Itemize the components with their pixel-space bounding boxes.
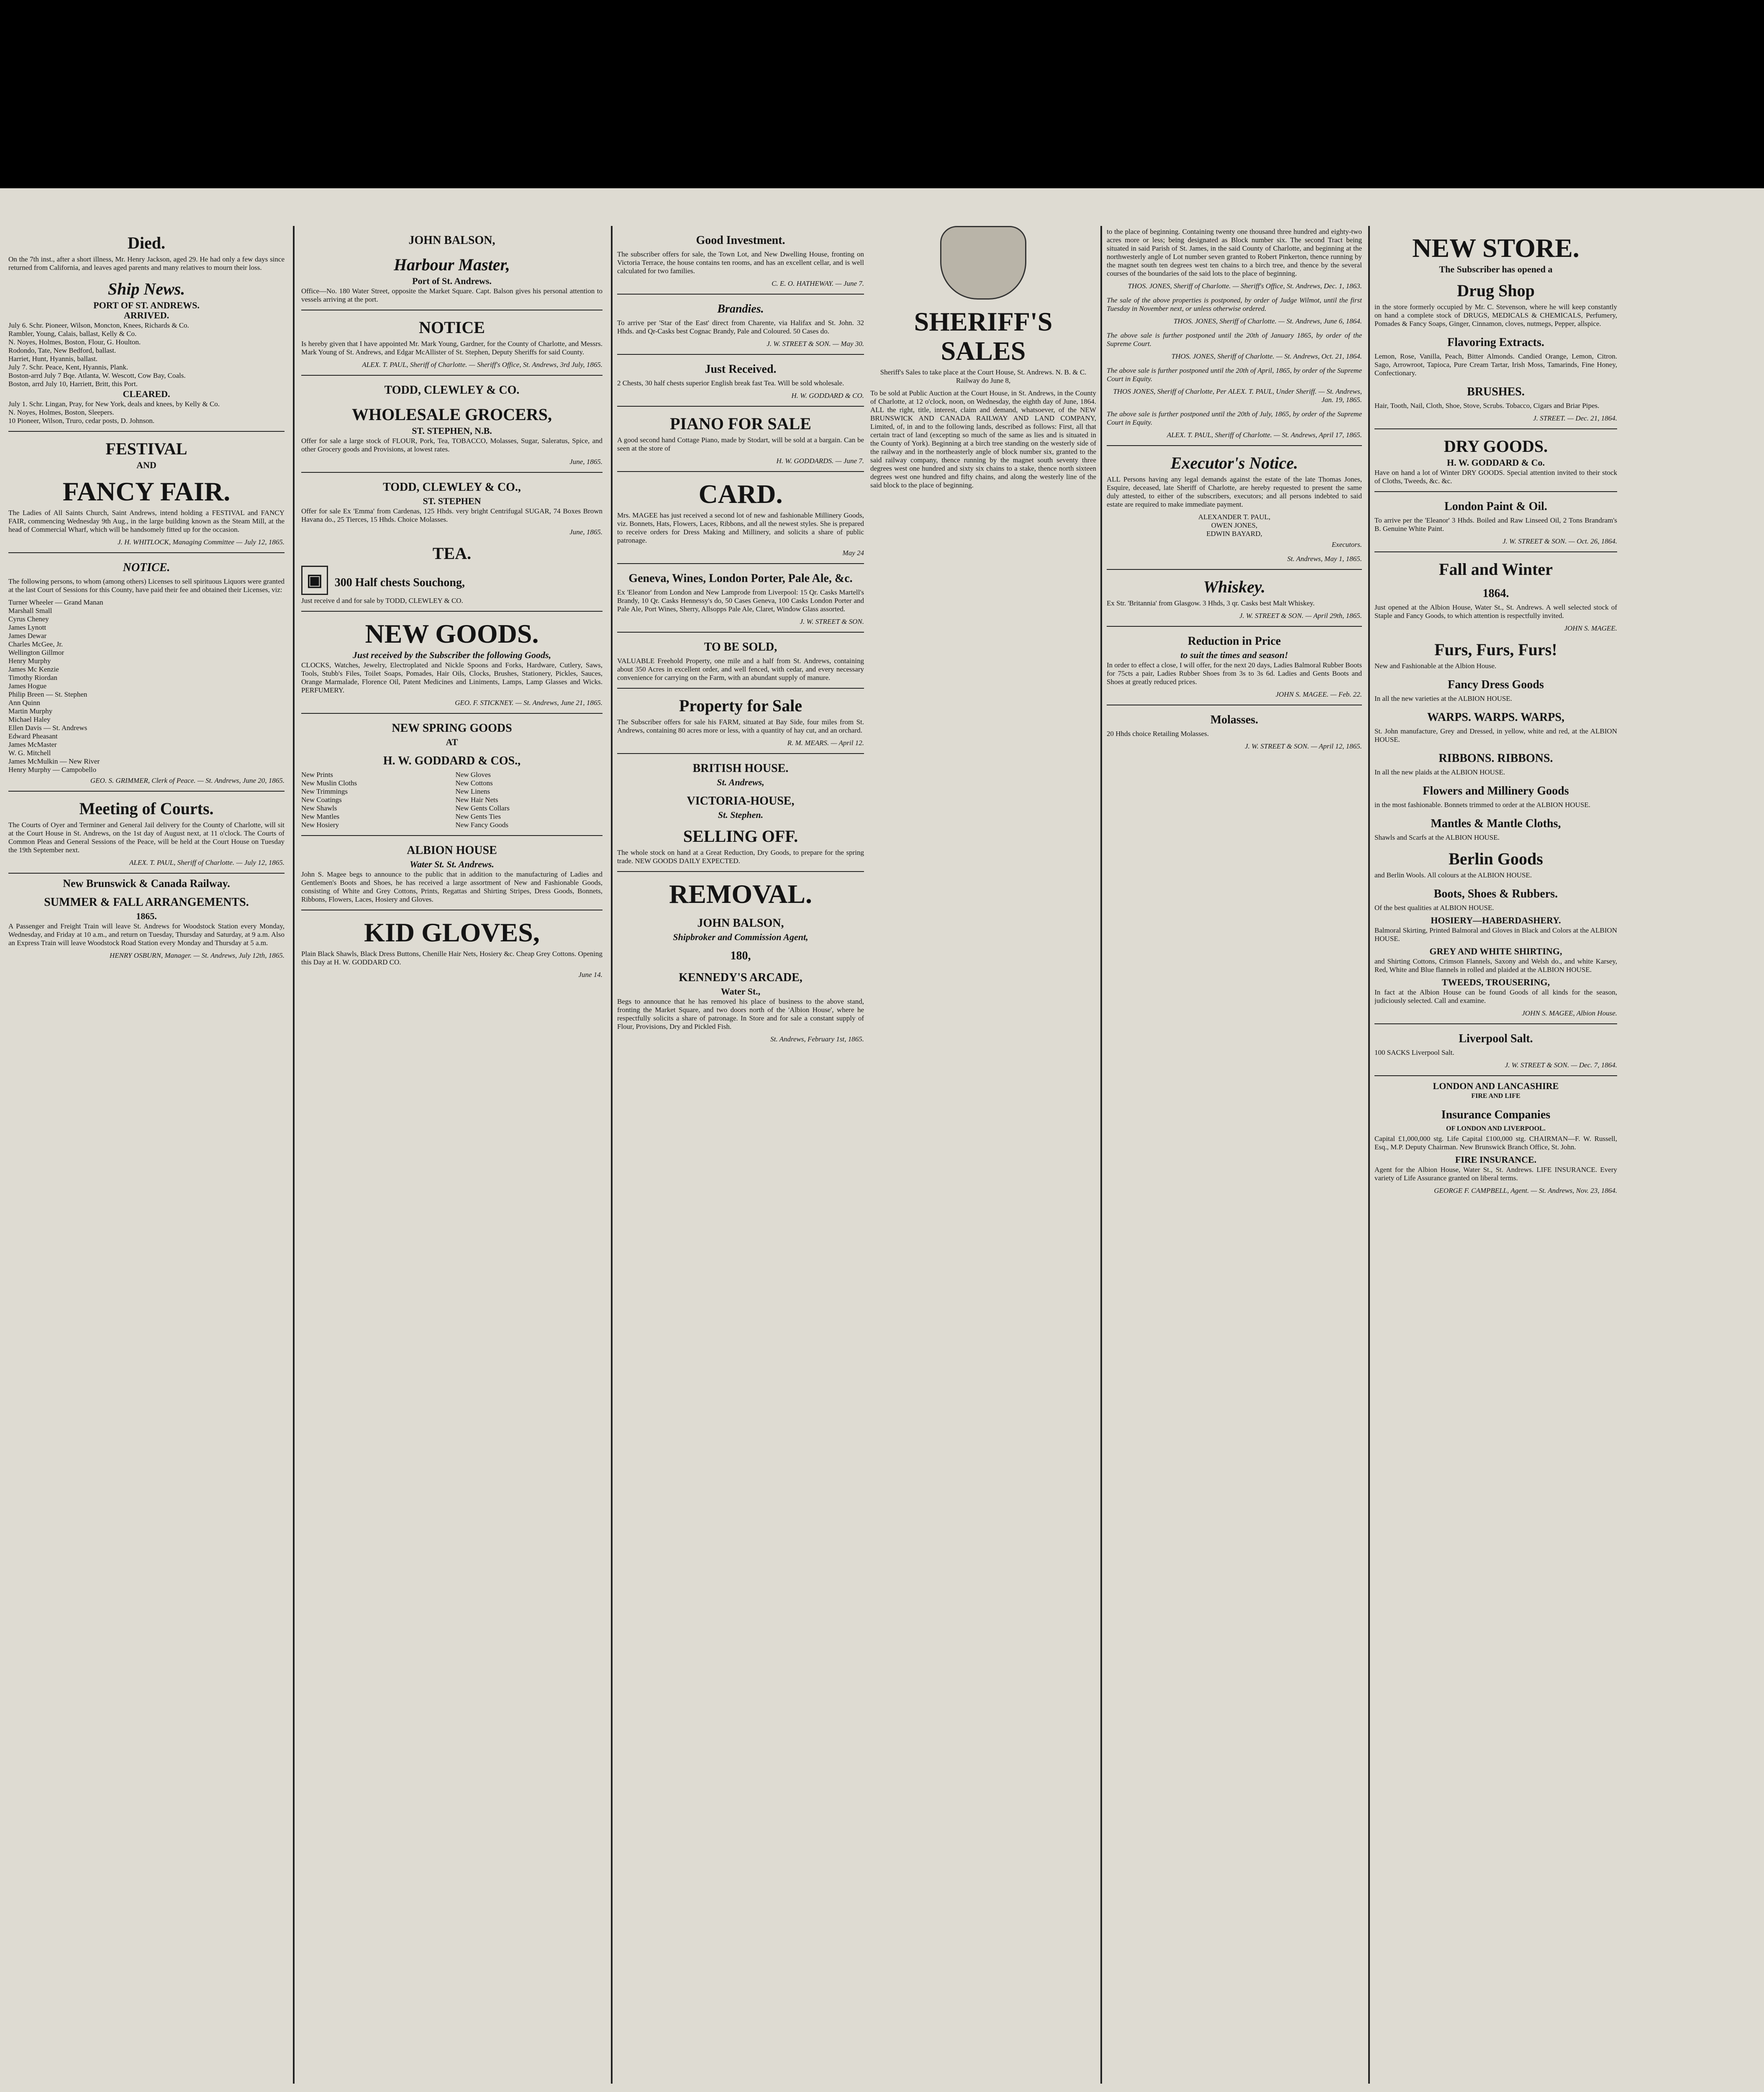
- list-item: Rambler, Young, Calais, ballast, Kelly & Co.: [8, 330, 137, 338]
- summer-year: 1865.: [136, 911, 157, 921]
- column-rule: [1100, 226, 1102, 2084]
- list-item: Harriet, Hunt, Hyannis, ballast.: [8, 355, 97, 363]
- list-item: EDWIN BAYARD,: [1206, 530, 1262, 538]
- column-rule: [293, 226, 295, 2084]
- removal-date: St. Andrews, February 1st, 1865.: [770, 1035, 864, 1043]
- spring-at: AT: [446, 737, 458, 747]
- salt-heading: Liverpool Salt.: [1459, 1032, 1533, 1045]
- licensees-list: [8, 598, 285, 774]
- railway-signature: HENRY OSBURN, Manager. — St. Andrews, July 12th, 1865.: [109, 951, 285, 959]
- divider: [8, 552, 285, 553]
- list-item: N. Noyes, Holmes, Boston, Sleepers.: [8, 408, 114, 416]
- price-heading: Reduction in Price: [1187, 635, 1281, 648]
- notice-signature: ALEX. T. PAUL, Sheriff of Charlotte. — Sheriff's Office, St. Andrews, 3rd July, 1865.: [362, 361, 603, 369]
- tea-text: Just receive d and for sale by TODD, CLEWLEY & CO.: [301, 597, 463, 605]
- list-item: James McMaster: [8, 741, 57, 749]
- executors-list: [1107, 513, 1362, 538]
- dry-goods-text: Have on hand a lot of Winter DRY GOODS. Special attention invited to their stock of Cloths, Tweeds, &c. &c.: [1374, 469, 1617, 485]
- london-sub: FIRE AND LIFE: [1471, 1092, 1520, 1100]
- mantles-heading: Mantles & Mantle Cloths,: [1431, 817, 1561, 830]
- hosiery-heading: HOSIERY—HABERDASHERY.: [1431, 915, 1561, 926]
- divider: [301, 611, 603, 612]
- removal-text: Begs to announce that he has removed his place of business to the above stand, fronting the Market Square, and two doors north of the 'Albion House', where he respectfully solicits a share of patronage. In Store and for sale a constant supply of Flour, Provisions, Dry and Pickled Fish.: [617, 997, 864, 1031]
- molasses-signature: J. W. STREET & SON. — April 12, 1865.: [1245, 742, 1362, 750]
- mantles-text: Shawls and Scarfs at the ALBION HOUSE.: [1374, 833, 1500, 841]
- spring-store: H. W. GODDARD & COS.,: [383, 754, 521, 767]
- executors-label: Executors.: [1331, 541, 1362, 549]
- brandies-heading: Brandies.: [717, 303, 764, 315]
- kid-gloves-heading: KID GLOVES,: [364, 918, 540, 947]
- salt-text: 100 SACKS Liverpool Salt.: [1374, 1049, 1454, 1056]
- divider: [8, 873, 285, 874]
- warps-heading: WARPS. WARPS. WARPS,: [1427, 711, 1565, 724]
- drug-text: in the store formerly occupied by Mr. C. Stevenson, where he will keep constantly on hand a complete stock of DRUGS, MEDICALS & CHEMICALS, Perfumery, Pomades & Fancy Soaps, Ginger, Cinnamon, cloves, nutmegs, Pepper, allspice.: [1374, 303, 1617, 328]
- flowers-text: in the most fashionable. Bonnets trimmed to order at the ALBION HOUSE.: [1374, 801, 1591, 809]
- property-heading: Property for Sale: [679, 696, 802, 715]
- list-item: New Hosiery: [301, 821, 339, 829]
- fall-winter-text: Just opened at the Albion House, Water St., St. Andrews. A well selected stock of Staple and Fancy Goods, to which attention is respectfully invited.: [1374, 603, 1617, 620]
- new-goods-signature: GEO. F. STICKNEY. — St. Andrews, June 21, 1865.: [455, 699, 603, 707]
- divider: [617, 471, 864, 472]
- paint-text: To arrive per the 'Eleanor' 3 Hhds. Boiled and Raw Linseed Oil, 2 Tons Brandram's B. Genuine White Paint.: [1374, 516, 1617, 533]
- list-item: Charles McGee, Jr.: [8, 640, 63, 648]
- brushes-heading: BRUSHES.: [1467, 385, 1525, 398]
- list-item: New Fancy Goods: [455, 821, 509, 829]
- sheriffs-sales-continued: to the place of beginning. Containing twenty one thousand three hundred and eighty-two acres more or less; being designated as Block number six. The second Tract being situated in said Parish of St. James, in the said County of Charlotte, and beginning at the northwesterly angle of Lot number seven granted to Robert Pinkerton, thence running by the magnet south ten degrees west ten chains to a birch tree, and thence by the several courses of the boundaries of the said lots to the place of beginning.: [1107, 228, 1362, 277]
- festival-heading: FESTIVAL: [105, 439, 187, 458]
- list-item: Rodondo, Tate, New Bedford, ballast.: [8, 346, 116, 354]
- divider: [1374, 428, 1617, 429]
- to-be-sold-text: VALUABLE Freehold Property, one mile and a half from St. Andrews, containing about 350 Acres in excellent order, and well fenced, with cedar, and every necessary convenience for carrying on the Farm, with an abundant supply of manure.: [617, 657, 864, 682]
- selling-off-text: The whole stock on hand at a Great Reduction, Dry Goods, to prepare for the spring trade. NEW GOODS DAILY EXPECTED.: [617, 849, 864, 865]
- wines-signature: J. W. STREET & SON.: [800, 618, 864, 626]
- list-item: New Muslin Cloths: [301, 779, 357, 787]
- list-item: Wellington Gillmor: [8, 649, 64, 656]
- divider: [1107, 626, 1362, 627]
- paint-heading: London Paint & Oil.: [1444, 500, 1547, 513]
- list-item: July 1. Schr. Lingan, Pray, for New York, deals and knees, by Kelly & Co.: [8, 400, 220, 408]
- harbour-master-heading: Harbour Master,: [394, 255, 510, 274]
- spring-goods-heading: NEW SPRING GOODS: [392, 722, 512, 735]
- warps-text: St. John manufacture, Grey and Dressed, in yellow, white and red, at the ALBION HOUSE.: [1374, 727, 1617, 743]
- postponed-2: The above sale is further postponed until the 20th of January 1865, by order of the Supreme Court.: [1107, 331, 1362, 348]
- victoria-house-sub: St. Stephen.: [718, 810, 764, 820]
- divider: [301, 713, 603, 714]
- notice-heading: NOTICE.: [123, 561, 170, 574]
- column-2: [301, 226, 603, 2092]
- boots-heading: Boots, Shoes & Rubbers.: [1433, 887, 1558, 900]
- arrivals-list: [8, 321, 285, 388]
- todd-date: June, 1865.: [569, 458, 603, 466]
- festival-signature: J. H. WHITLOCK, Managing Committee — July 12, 1865.: [117, 538, 285, 546]
- list-item: James Mc Kenzie: [8, 665, 59, 673]
- list-item: New Gents Ties: [455, 813, 501, 820]
- fall-winter-heading: Fall and Winter: [1439, 560, 1553, 579]
- courts-text: The Courts of Oyer and Terminer and General Jail delivery for the County of Charlotte, will sit at the Court House in St. Andrews, on the 1st day of August next, at 11 o'clock. The Courts of Common Pleas and General Sessions of the Peace, will be held at the Court House on Tuesday the 19th September next.: [8, 821, 285, 854]
- flavoring-heading: Flavoring Extracts.: [1447, 336, 1544, 349]
- drug-shop-heading: Drug Shop: [1457, 281, 1535, 300]
- dry-goods-sub: H. W. GODDARD & Co.: [1446, 457, 1545, 468]
- drug-intro: The Subscriber has opened a: [1439, 264, 1553, 274]
- removal-number: 180,: [730, 949, 751, 962]
- executors-text: ALL Persons having any legal demands against the estate of the late Thomas Jones, Esquire, deceased, late Sheriff of Charlotte, are hereby requested to present the same duly attested, to either of the subscribers, executors; and all persons indebted to said estate are required to make immediate payment.: [1107, 475, 1362, 508]
- price-sub: to suit the times and season!: [1180, 650, 1288, 660]
- column-5: [1107, 226, 1362, 2092]
- sheriffs-signature: THOS. JONES, Sheriff of Charlotte. — Sheriff's Office, St. Andrews, Dec. 1, 1863.: [1128, 282, 1362, 290]
- column-1: [8, 226, 285, 2092]
- executors-date: St. Andrews, May 1, 1865.: [1287, 555, 1362, 563]
- brushes-signature: J. STREET. — Dec. 21, 1864.: [1533, 414, 1617, 422]
- list-item: New Shawls: [301, 804, 337, 812]
- divider: [301, 375, 603, 376]
- divider: [1374, 551, 1617, 552]
- balson-heading: JOHN BALSON,: [408, 234, 495, 247]
- albion-heading: ALBION HOUSE: [407, 844, 497, 857]
- piano-heading: PIANO FOR SALE: [670, 414, 811, 433]
- fancy-dress-heading: Fancy Dress Goods: [1448, 678, 1544, 691]
- todd2-sub: ST. STEPHEN: [423, 496, 481, 506]
- arrived-heading: ARRIVED.: [123, 310, 169, 320]
- fire-heading: FIRE INSURANCE.: [1455, 1154, 1537, 1165]
- wines-heading: Geneva, Wines, London Porter, Pale Ale, &c.: [628, 572, 853, 585]
- list-item: Philip Breen — St. Stephen: [8, 690, 87, 698]
- tea-ad: [301, 566, 603, 595]
- list-item: Boston-arrd July 7 Bqe. Atlanta, W. Wescott, Cow Bay, Coals.: [8, 372, 186, 379]
- molasses-heading: Molasses.: [1210, 713, 1259, 726]
- ribbons-text: In all the new plaids at the ALBION HOUSE.: [1374, 768, 1505, 776]
- removal-heading: REMOVAL.: [669, 879, 812, 909]
- fall-winter-year: 1864.: [1482, 587, 1509, 600]
- insurance-sub: OF LONDON AND LIVERPOOL.: [1446, 1125, 1546, 1132]
- divider: [617, 294, 864, 295]
- list-item: New Cottons: [455, 779, 493, 787]
- notice-text: The following persons, to whom (among others) Licenses to sell spirituous Liquors were granted at the last Court of Sessions for this County, have paid their fee and obtained their Licenses, viz:: [8, 577, 285, 594]
- investment-heading: Good Investment.: [696, 234, 785, 247]
- albion-text: John S. Magee begs to announce to the public that in addition to the manufacturing of Ladies and Gentlemen's Boots and Shoes, he has received a large assortment of New and Fashionable Goods, consisting of White and Grey Cottons, Prints, Regattas and Shirting Stripes, Dress Goods, Bonnets, Ribbons, Flowers, Laces, Hosiery and Gloves.: [301, 870, 603, 903]
- tweeds-text: In fact at the Albion House can be found Goods of all kinds for the season, judiciously selected. Call and examine.: [1374, 988, 1617, 1005]
- summer-heading: SUMMER & FALL ARRANGEMENTS.: [44, 896, 249, 909]
- brandies-signature: J. W. STREET & SON. — May 30.: [767, 340, 864, 348]
- list-item: New Gloves: [455, 771, 491, 779]
- property-signature: R. M. MEARS. — April 12.: [787, 739, 864, 747]
- boots-text: Of the best qualities at ALBION HOUSE.: [1374, 904, 1494, 912]
- column-3: [617, 226, 864, 2092]
- paint-signature: J. W. STREET & SON. — Oct. 26, 1864.: [1502, 537, 1617, 545]
- received-signature: H. W. GODDARD & CO.: [791, 392, 864, 400]
- divider: [1107, 569, 1362, 570]
- todd2-text: Offer for sale Ex 'Emma' from Cardenas, 125 Hhds. very bright Centrifugal SUGAR, 74 Boxes Brown Havana do., 25 Tierces, 15 Hhds. Choice Molasses.: [301, 507, 603, 523]
- berlin-text: and Berlin Wools. All colours at the ALBION HOUSE.: [1374, 871, 1532, 879]
- todd-heading: TODD, CLEWLEY & CO.: [384, 384, 520, 397]
- furs-heading: Furs, Furs, Furs!: [1434, 640, 1557, 659]
- fall-winter-signature: JOHN S. MAGEE.: [1564, 624, 1617, 632]
- kid-gloves-text: Plain Black Shawls, Black Dress Buttons, Chenille Hair Nets, Hosiery &c. Cheap Grey Cottons. Opening this Day at H. W. GODDARD CO.: [301, 950, 603, 966]
- removal-arcade: KENNEDY'S ARCADE,: [679, 971, 803, 984]
- wholesale-heading: WHOLESALE GROCERS,: [352, 405, 552, 424]
- todd2-heading: TODD, CLEWLEY & CO.,: [383, 481, 521, 494]
- list-item: New Hair Nets: [455, 796, 498, 804]
- albion-sub: Water St. St. Andrews.: [410, 859, 494, 869]
- postponed-1-signature: THOS. JONES, Sheriff of Charlotte. — St. Andrews, June 6, 1864.: [1173, 317, 1362, 325]
- berlin-heading: Berlin Goods: [1449, 849, 1543, 868]
- fire-text: Agent for the Albion House, Water St., St. Andrews. LIFE INSURANCE. Every variety of Life Assurance granted on liberal terms.: [1374, 1166, 1617, 1182]
- divider: [617, 354, 864, 355]
- tea-heading: TEA.: [432, 544, 472, 563]
- brandies-text: To arrive per 'Star of the East' direct from Charente, via Halifax and St. John. 32 Hhds. and Qr-Casks best Cognac Brandy, Pale and Coloured. 50 Cases do.: [617, 319, 864, 335]
- died-notice: On the 7th inst., after a short illness, Mr. Henry Jackson, aged 29. He had only a few days since returned from California, and leaves aged parents and many relatives to mourn their loss.: [8, 255, 285, 272]
- sheriffs-sales-text: To be sold at Public Auction at the Court House, in St. Andrews, in the County of Charlotte, at 12 o'clock, noon, on Wednesday, the eighth day of June, 1864. ALL the right, title, interest, claim and demand, whatsoever, of the NEW BRUNSWICK AND CANADA RAILWAY AND LAND COMPANY, Limited, of, in and to the following lands, described as follows: First, all that certain tract of land (excepting so much of the same as lies and is situated in the County of York). Beginning at a birch tree standing on the westerly side of the railway and in the northeasterly angle of block number six, granted to the said railway company, thence running by the magnet south seventy three degrees west one hundred and sixty six chains to a stake, thence north sixteen degrees west one hundred and fifty chains, and along the westerly line of the said block to the place of beginning.: [870, 389, 1096, 489]
- column-rule: [1368, 226, 1370, 2084]
- postponed-3: The above sale is further postponed until the 20th of April, 1865, by order of the Supreme Court in Equity.: [1107, 367, 1362, 383]
- list-item: Ellen Davis — St. Andrews: [8, 724, 87, 732]
- port-line: Port of St. Andrews.: [412, 276, 492, 286]
- molasses-text: 20 Hhds choice Retailing Molasses.: [1107, 730, 1209, 738]
- card-heading: CARD.: [698, 479, 783, 509]
- list-item: Boston, arrd July 10, Harriett, Britt, this Port.: [8, 380, 138, 388]
- divider: [301, 472, 603, 473]
- divider: [1107, 445, 1362, 446]
- todd-text: Offer for sale a large stock of FLOUR, Pork, Tea, TOBACCO, Molasses, Sugar, Saleratus, Spice, and other Grocery goods and Provisions, at lowest rates.: [301, 437, 603, 453]
- notice-text: Is hereby given that I have appointed Mr. Mark Young, Gardner, for the County of Charlotte, and Messrs. Mark Young of St. Andrews, and Edgar McAllister of St. Stephen, Deputy Sheriffs for said County.: [301, 340, 603, 356]
- price-signature: JOHN S. MAGEE. — Feb. 22.: [1275, 690, 1362, 698]
- sheriffs-sales-intro: Sheriff's Sales to take place at the Court House, St. Andrews. N. B. & C. Railway do June 8,: [880, 368, 1087, 385]
- postponed-2-signature: THOS. JONES, Sheriff of Charlotte. — St. Andrews, Oct. 21, 1864.: [1171, 352, 1362, 360]
- fancy-dress-text: In all the new varieties at the ALBION HOUSE.: [1374, 695, 1513, 702]
- list-item: New Mantles: [301, 813, 340, 820]
- list-item: Timothy Riordan: [8, 674, 57, 682]
- divider: [1374, 1023, 1617, 1024]
- divider: [301, 835, 603, 836]
- list-item: Cyrus Cheney: [8, 615, 49, 623]
- balson-text: Office—No. 180 Water Street, opposite the Market Square. Capt. Balson gives his personal attention to vessels arriving at the port.: [301, 287, 603, 303]
- ship-news-heading: Ship News.: [108, 279, 185, 298]
- received-text: 2 Chests, 30 half chests superior English break fast Tea. Will be sold wholesale.: [617, 379, 844, 387]
- port-heading: PORT OF ST. ANDREWS.: [93, 300, 200, 310]
- salt-signature: J. W. STREET & SON. — Dec. 7, 1864.: [1505, 1061, 1617, 1069]
- tea-chest-icon: ▣: [301, 566, 328, 595]
- column-rule: [611, 226, 613, 2084]
- new-store-heading: NEW STORE.: [1412, 233, 1579, 263]
- postponed-1: The sale of the above properties is postponed, by order of Judge Wilmot, until the first Tuesday in November next, or unless otherwise ordered.: [1107, 296, 1362, 313]
- died-heading: Died.: [128, 233, 165, 252]
- wines-text: Ex 'Eleanor' from London and New Lamprode from Liverpool: 15 Qr. Casks Martell's Brandy, 10 Qr. Casks Hennessy's do, 50 Cases Geneva, 100 Casks London Porter and Pale Ale, Port Wines, Sherry, Allsopps Pale Ale, Claret, Window Glass assorted.: [617, 588, 864, 613]
- divider: [617, 632, 864, 633]
- notice-signature: GEO. S. GRIMMER, Clerk of Peace. — St. Andrews, June 20, 1865.: [90, 777, 285, 784]
- removal-name: JOHN BALSON,: [697, 917, 784, 930]
- divider: [1374, 491, 1617, 492]
- cleared-list: [8, 400, 285, 425]
- list-item: James Dewar: [8, 632, 47, 640]
- railway-heading: New Brunswick & Canada Railway.: [63, 877, 230, 890]
- card-date: May 24: [842, 549, 864, 557]
- kid-gloves-date: June 14.: [578, 971, 603, 979]
- list-item: New Linens: [455, 787, 490, 795]
- tweeds-signature: JOHN S. MAGEE, Albion House.: [1522, 1009, 1617, 1017]
- removal-street: Water St.,: [720, 986, 761, 997]
- courts-heading: Meeting of Courts.: [79, 799, 214, 818]
- investment-text: The subscriber offers for sale, the Town Lot, and New Dwelling House, fronting on Victoria Terrace, the house contains ten rooms, and has an excellent cellar, and is well calculated for two families.: [617, 250, 864, 275]
- ribbons-heading: RIBBONS. RIBBONS.: [1438, 752, 1553, 765]
- list-item: Martin Murphy: [8, 707, 53, 715]
- price-text: In order to effect a close, I will offer, for the next 20 days, Ladies Balmoral Rubber Boots for 75cts a pair, Ladies Rubber Shoes from 3s to 3s 6d. Ladies and Gents Boots and Shoes at greatly reduced prices.: [1107, 661, 1362, 686]
- list-item: Ann Quinn: [8, 699, 41, 707]
- piano-text: A good second hand Cottage Piano, made by Stodart, will be sold at a bargain. Can be seen at the store of: [617, 436, 864, 452]
- list-item: Henry Murphy: [8, 657, 51, 665]
- festival-text: The Ladies of All Saints Church, Saint Andrews, intend holding a FESTIVAL and FANCY FAIR, commencing Wednesday 9th Aug., in the large building known as the Steam Mill, at the head of Commercial Wharf, which will be handsomely fitted up for the occasion.: [8, 509, 285, 533]
- to-be-sold-heading: TO BE SOLD,: [704, 641, 777, 654]
- postponed-4-signature: ALEX. T. PAUL, Sheriff of Charlotte. — St. Andrews, April 17, 1865.: [1167, 431, 1362, 439]
- list-item: James Lynott: [8, 623, 46, 631]
- railway-text: A Passenger and Freight Train will leave St. Andrews for Woodstock Station every Monday, Wednesday, and Friday at 10 a.m., and return on Tuesday, Thursday and Saturday, at 9 a.m. Also an Express Train will leave Woodstock Road Station every Monday and Thursday at 5 a.m.: [8, 922, 285, 947]
- todd-location: ST. STEPHEN, N.B.: [412, 426, 492, 436]
- spring-items-list: [301, 771, 603, 829]
- list-item: ALEXANDER T. PAUL,: [1198, 513, 1271, 521]
- divider: [617, 688, 864, 689]
- list-item: James Hogue: [8, 682, 47, 690]
- selling-off-heading: SELLING OFF.: [683, 827, 798, 846]
- list-item: Turner Wheeler — Grand Manan: [8, 598, 103, 606]
- tea-line: 300 Half chests Souchong,: [334, 576, 465, 589]
- whiskey-signature: J. W. STREET & SON. — April 29th, 1865.: [1239, 612, 1362, 620]
- list-item: N. Noyes, Holmes, Boston, Flour, G. Houlton.: [8, 338, 141, 346]
- new-goods-heading: NEW GOODS.: [365, 619, 539, 649]
- postponed-4: The above sale is further postponed until the 20th of July, 1865, by order of the Supreme Court in Equity.: [1107, 410, 1362, 426]
- divider: [1374, 1075, 1617, 1076]
- divider: [617, 563, 864, 564]
- column-6: [1374, 226, 1617, 2092]
- divider: [617, 406, 864, 407]
- insurance-heading: Insurance Companies: [1441, 1108, 1551, 1121]
- list-item: New Gents Collars: [455, 804, 510, 812]
- piano-signature: H. W. GODDARDS. — June 7.: [776, 457, 864, 465]
- divider: [617, 753, 864, 754]
- list-item: New Coatings: [301, 796, 342, 804]
- list-item: Marshall Small: [8, 607, 52, 615]
- investment-signature: C. E. O. HATHEWAY. — June 7.: [772, 279, 864, 287]
- new-goods-text: CLOCKS, Watches, Jewelry, Electroplated and Nickle Spoons and Forks, Hardware, Cutlery, Saws, Tools, Stubb's Files, Toilet Soaps, Pomades, Hair Oils, Clocks, Brushes, Stationery, Pickles, Sauces, Orange Marmalade, Florence Oil, Patent Medicines and Liniments, Lamps, Lamp Glasses and Wicks. PERFUMERY.: [301, 661, 603, 694]
- courts-signature: ALEX. T. PAUL, Sheriff of Charlotte. — July 12, 1865.: [129, 859, 285, 867]
- grey-shirting-text: and Shirting Cottons, Crimson Flannels, Saxony and Welsh do., and white Karsey, Red, White and Blue flannels in rolled and plaided at the ALBION HOUSE.: [1374, 957, 1617, 974]
- executors-heading: Executor's Notice.: [1170, 454, 1298, 472]
- list-item: James McMulkin — New River: [8, 757, 100, 765]
- london-heading: LONDON AND LANCASHIRE: [1433, 1081, 1559, 1091]
- tweeds-heading: TWEEDS, TROUSERING,: [1441, 977, 1550, 987]
- british-house-sub: St. Andrews,: [717, 777, 764, 787]
- furs-text: New and Fashionable at the Albion House.: [1374, 662, 1497, 670]
- todd2-date: June, 1865.: [569, 528, 603, 536]
- list-item: OWEN JONES,: [1211, 521, 1258, 529]
- divider: [8, 431, 285, 432]
- list-item: W. G. Mitchell: [8, 749, 51, 757]
- list-item: 10 Pioneer, Wilson, Truro, cedar posts, D. Johnson.: [8, 417, 155, 425]
- list-item: July 6. Schr. Pioneer, Wilson, Moncton, Knees, Richards & Co.: [8, 321, 189, 329]
- sheriffs-sales-heading: SHERIFF'S SALES: [914, 307, 1053, 366]
- list-item: New Prints: [301, 771, 333, 779]
- royal-crest-icon: [940, 226, 1026, 300]
- victoria-house-heading: VICTORIA-HOUSE,: [687, 795, 795, 808]
- fancy-fair-heading: FANCY FAIR.: [62, 477, 231, 506]
- list-item: Michael Haley: [8, 715, 51, 723]
- flavoring-text: Lemon, Rose, Vanilla, Peach, Bitter Almonds. Candied Orange, Lemon, Citron. Sago, Arrowroot, Tapioca, Pure Cream Tartar, Irish Moss, Tamarinds, Fine Honey, Confectionary.: [1374, 352, 1617, 377]
- list-item: Henry Murphy — Campobello: [8, 766, 97, 774]
- hosiery-text: Balmoral Skirting, Printed Balmoral and Gloves in Black and Colors at the ALBION HOUSE.: [1374, 926, 1617, 943]
- notice-heading: NOTICE: [419, 318, 485, 337]
- whiskey-text: Ex Str. 'Britannia' from Glasgow. 3 Hhds, 3 qr. Casks best Malt Whiskey.: [1107, 599, 1315, 607]
- list-item: Edward Pheasant: [8, 732, 58, 740]
- column-4: [870, 226, 1096, 2092]
- british-house-heading: BRITISH HOUSE.: [692, 762, 789, 775]
- brushes-text: Hair, Tooth, Nail, Cloth, Shoe, Stove, Scrubs. Tobacco, Cigars and Briar Pipes.: [1374, 402, 1600, 410]
- property-text: The Subscriber offers for sale his FARM, situated at Bay Side, four miles from St. Andrews, containing 80 acres more or less, with a quantity of hay cut, and an orchard.: [617, 718, 864, 734]
- dry-goods-heading: DRY GOODS.: [1444, 437, 1548, 456]
- festival-and: AND: [136, 460, 156, 470]
- fire-signature: GEORGE F. CAMPBELL, Agent. — St. Andrews, Nov. 23, 1864.: [1434, 1187, 1617, 1195]
- card-text: Mrs. MAGEE has just received a second lot of new and fashionable Millinery Goods, viz. Bonnets, Hats, Flowers, Laces, Ribbons, and all the newest styles. She is prepared to receive orders for Dress Making and Millinery, and solicits a share of public patronage.: [617, 511, 864, 544]
- flowers-heading: Flowers and Millinery Goods: [1423, 784, 1569, 797]
- cleared-heading: CLEARED.: [123, 389, 170, 399]
- list-item: July 7. Schr. Peace, Kent, Hyannis, Plank.: [8, 363, 128, 371]
- divider: [617, 871, 864, 872]
- list-item: New Trimmings: [301, 787, 348, 795]
- postponed-3-signature: THOS JONES, Sheriff of Charlotte, Per ALEX. T. PAUL, Under Sheriff. — St. Andrews, Jan. 19, 1865.: [1113, 387, 1362, 404]
- received-heading: Just Received.: [705, 363, 777, 376]
- new-goods-sub: Just received by the Subscriber the following Goods,: [352, 650, 551, 660]
- grey-shirting-heading: GREY AND WHITE SHIRTING,: [1429, 946, 1562, 956]
- insurance-text: Capital £1,000,000 stg. Life Capital £100,000 stg. CHAIRMAN—F. W. Russell, Esq., M.P. Deputy Chairman. New Brunswick Branch Office, St. John.: [1374, 1135, 1617, 1151]
- removal-sub: Shipbroker and Commission Agent,: [673, 932, 808, 942]
- whiskey-heading: Whiskey.: [1203, 577, 1266, 596]
- divider: [8, 791, 285, 792]
